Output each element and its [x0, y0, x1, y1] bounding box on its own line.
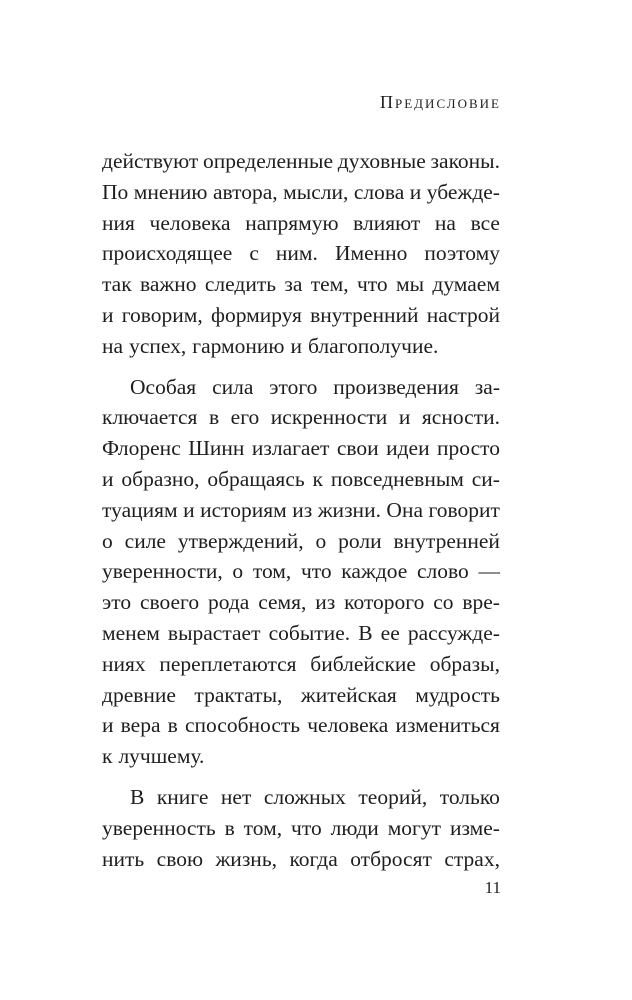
- word: что: [291, 815, 322, 840]
- text-line: [102, 300, 500, 331]
- word: законы.: [430, 149, 500, 173]
- text-line: [102, 782, 500, 813]
- word: когда: [289, 846, 338, 871]
- word: напрямую: [245, 210, 339, 235]
- word: ее: [380, 620, 400, 645]
- paragraph-gap: [102, 772, 500, 782]
- word: определенные: [203, 149, 334, 173]
- word: рода: [207, 590, 250, 615]
- word: измениться: [395, 713, 500, 738]
- word: свою: [156, 846, 204, 871]
- word: древние: [102, 682, 176, 707]
- word: си-: [471, 466, 500, 491]
- page-number: 11: [484, 878, 501, 897]
- word: ниях: [102, 651, 146, 676]
- word: к: [102, 744, 113, 769]
- word: рассужде-: [407, 620, 500, 645]
- word: событие.: [268, 620, 351, 645]
- paragraph: [102, 146, 500, 362]
- word: только: [439, 784, 500, 809]
- word: за: [284, 272, 303, 297]
- word: и: [102, 713, 114, 738]
- text-line: [102, 844, 500, 875]
- paragraph: [102, 782, 500, 874]
- word: образы,: [429, 651, 500, 676]
- body-text: [102, 146, 500, 874]
- word: и: [290, 333, 302, 358]
- word: том,: [252, 559, 292, 584]
- word: просто: [437, 436, 500, 461]
- word: ним.: [275, 241, 318, 266]
- text-line: [102, 208, 500, 239]
- word: думаем: [432, 272, 500, 297]
- word: из: [292, 497, 313, 522]
- word: и: [398, 405, 411, 430]
- word: вырастает: [167, 620, 261, 645]
- text-line: [102, 649, 500, 680]
- word: лучшему.: [118, 744, 205, 769]
- word: отбросят: [350, 846, 432, 871]
- word: все: [470, 210, 500, 235]
- word: с: [249, 241, 259, 266]
- word: и: [183, 497, 195, 522]
- word: тем,: [310, 272, 349, 297]
- word: и: [409, 179, 422, 204]
- word: ключается: [102, 405, 198, 430]
- word: трактаты,: [194, 682, 283, 707]
- word: теорий,: [358, 784, 428, 809]
- text-line: [102, 177, 500, 208]
- word: и: [102, 302, 114, 327]
- word: обращаясь: [207, 466, 305, 491]
- word: Она: [386, 497, 423, 522]
- word: идеи: [386, 436, 430, 461]
- running-head: Предисловие: [380, 92, 501, 112]
- word: успех,: [129, 333, 187, 358]
- text-line: [102, 372, 500, 403]
- word: могут: [387, 815, 442, 840]
- text-line: [102, 402, 500, 433]
- word: мы: [396, 272, 425, 297]
- word: настрой: [426, 302, 500, 327]
- word: По: [102, 179, 129, 204]
- word: книге: [156, 784, 209, 809]
- word: житейская: [300, 682, 397, 707]
- word: произведения: [333, 374, 459, 399]
- word: внутренней: [393, 528, 500, 553]
- word: о: [315, 528, 327, 553]
- text-line: [102, 146, 500, 177]
- word: о: [102, 528, 113, 553]
- word: —: [478, 559, 500, 584]
- word: убежде-: [426, 179, 500, 204]
- text-line: [102, 238, 500, 269]
- word: в: [224, 815, 235, 840]
- word: гармонию: [192, 333, 285, 358]
- word: уверенность: [102, 815, 216, 840]
- word: уверенности,: [102, 559, 223, 584]
- word: благополучие.: [307, 333, 439, 358]
- word: из: [315, 590, 336, 615]
- word: о: [232, 559, 244, 584]
- word: изме-: [449, 815, 500, 840]
- word: свои: [336, 436, 379, 461]
- text-line: [102, 464, 500, 495]
- word: способность: [184, 713, 301, 738]
- word: мнению: [133, 179, 208, 204]
- paragraph: [102, 372, 500, 772]
- word: формируя: [211, 302, 302, 327]
- word: нить: [102, 846, 145, 871]
- word: это: [102, 590, 132, 615]
- word: менем: [102, 620, 160, 645]
- word: В: [358, 620, 373, 645]
- word: человека: [149, 210, 231, 235]
- word: роли: [338, 528, 382, 553]
- text-line: [102, 680, 500, 711]
- word: излагает: [251, 436, 330, 461]
- word: что: [356, 272, 388, 297]
- word: автора,: [212, 179, 278, 204]
- word: этого: [269, 374, 318, 399]
- word: на: [434, 210, 456, 235]
- word: за-: [474, 374, 500, 399]
- word: духовные: [337, 149, 426, 173]
- word: историям: [200, 497, 287, 522]
- word: поэтому: [424, 241, 500, 266]
- word: мысли,: [283, 179, 349, 204]
- word: происходящее: [102, 241, 233, 266]
- word: люди: [330, 815, 379, 840]
- word: сила: [212, 374, 254, 399]
- word: говорим,: [121, 302, 203, 327]
- text-line: [102, 495, 500, 526]
- word: его: [230, 405, 260, 430]
- word: силе: [124, 528, 166, 553]
- word: сложных: [263, 784, 346, 809]
- word: и: [102, 466, 114, 491]
- paragraph-gap: [102, 362, 500, 372]
- word: образно,: [121, 466, 200, 491]
- word: Именно: [334, 241, 408, 266]
- word: так: [102, 272, 132, 297]
- text-line: [102, 269, 500, 300]
- word: страх,: [444, 846, 500, 871]
- word: внутренний: [310, 302, 419, 327]
- word: мудрость: [415, 682, 500, 707]
- word: слова: [353, 179, 405, 204]
- word: в: [208, 405, 220, 430]
- word: Флоренс: [102, 436, 181, 461]
- word: вера: [120, 713, 161, 738]
- word: жизни.: [317, 497, 381, 522]
- word: том,: [243, 815, 283, 840]
- word: на: [102, 333, 124, 358]
- word: следить: [204, 272, 277, 297]
- word: что: [300, 559, 332, 584]
- word: утверждений,: [177, 528, 304, 553]
- text-line: [102, 556, 500, 587]
- word: каждое: [341, 559, 408, 584]
- word: повседневным: [330, 466, 464, 491]
- word: Шинн: [188, 436, 245, 461]
- word: слово: [416, 559, 469, 584]
- word: влияют: [353, 210, 421, 235]
- word: семя,: [258, 590, 307, 615]
- word: важно: [139, 272, 197, 297]
- text-line: [102, 587, 500, 618]
- text-line: [102, 618, 500, 649]
- word: ясности.: [421, 405, 500, 430]
- text-line: [102, 710, 500, 741]
- word: искренности: [270, 405, 388, 430]
- word: которого: [344, 590, 425, 615]
- word: переплетаются: [159, 651, 297, 676]
- text-line: [102, 741, 500, 772]
- text-line: [102, 526, 500, 557]
- word: В: [130, 784, 145, 809]
- word: вре-: [462, 590, 500, 615]
- word: в: [167, 713, 178, 738]
- word: к: [312, 466, 323, 491]
- word: нет: [220, 784, 252, 809]
- word: своего: [139, 590, 200, 615]
- word: действуют: [102, 149, 199, 173]
- word: туациям: [102, 497, 178, 522]
- word: со: [433, 590, 454, 615]
- word: человека: [307, 713, 389, 738]
- text-line: [102, 331, 500, 362]
- word: Особая: [130, 374, 197, 399]
- word: говорит: [428, 497, 500, 522]
- word: ния: [102, 210, 135, 235]
- word: жизнь,: [215, 846, 277, 871]
- word: библейские: [310, 651, 416, 676]
- text-line: [102, 433, 500, 464]
- text-line: [102, 813, 500, 844]
